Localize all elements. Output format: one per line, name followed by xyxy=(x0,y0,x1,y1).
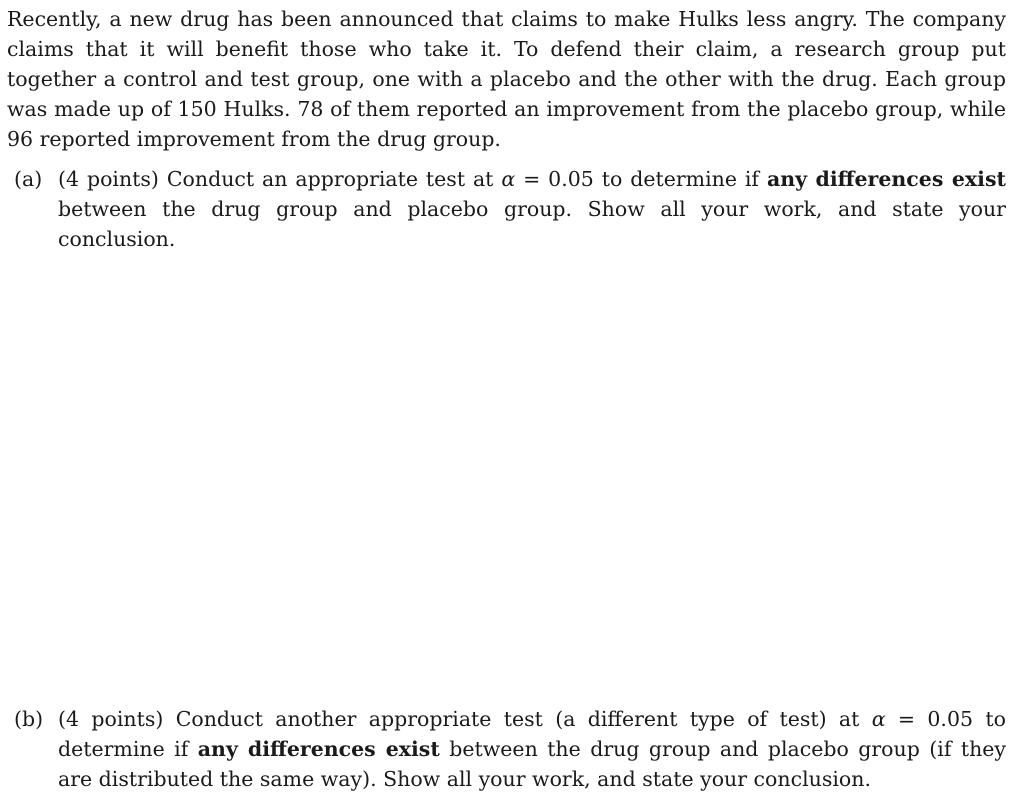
question-a-alpha-value: = 0.05 xyxy=(523,167,594,191)
question-a-text-before-bold: to determine if xyxy=(601,167,760,191)
question-a-alpha-symbol: α xyxy=(501,167,516,191)
question-a-points: (4 points) xyxy=(58,167,159,191)
problem-statement: Recently, a new drug has been announced that claims to make Hulks less angry. The company claims that it will benefit those who take it. To defend their claim, a research group put together a control and test group, one with a placebo and the other with the drug. Each group was made up of 150 Hulks. 78 of them reported an improvement from the placebo group, while 96 reported improvement from the drug group. xyxy=(7,7,1006,151)
question-b-alpha-symbol: α xyxy=(871,707,886,731)
answer-space xyxy=(0,226,1024,696)
question-b-text xyxy=(58,704,1006,794)
question-a-text-before-alpha: Conduct an appropriate test at xyxy=(166,167,494,191)
question-b-text-before-bold: to determine if xyxy=(58,707,1006,761)
question-b-bold-phrase: any differences exist xyxy=(197,737,440,761)
question-b-text-before-alpha: Conduct another appropriate test (a different type of test) at xyxy=(175,707,860,731)
question-a-bold-phrase: any differences exist xyxy=(766,167,1006,191)
question-b xyxy=(14,704,1006,794)
question-a-text-after-bold: between the drug group and placebo group. Show all your work, and state your conclusion. xyxy=(58,197,1006,251)
question-b-label: (b) xyxy=(14,707,44,731)
question-b-text-after-bold: between the drug group and placebo group (if they are distributed the same way). Show all your work, and state your conclusion. xyxy=(58,737,1006,791)
question-b-alpha-value: = 0.05 xyxy=(897,707,974,731)
question-a-label: (a) xyxy=(14,167,43,191)
question-b-points: (4 points) xyxy=(58,707,164,731)
